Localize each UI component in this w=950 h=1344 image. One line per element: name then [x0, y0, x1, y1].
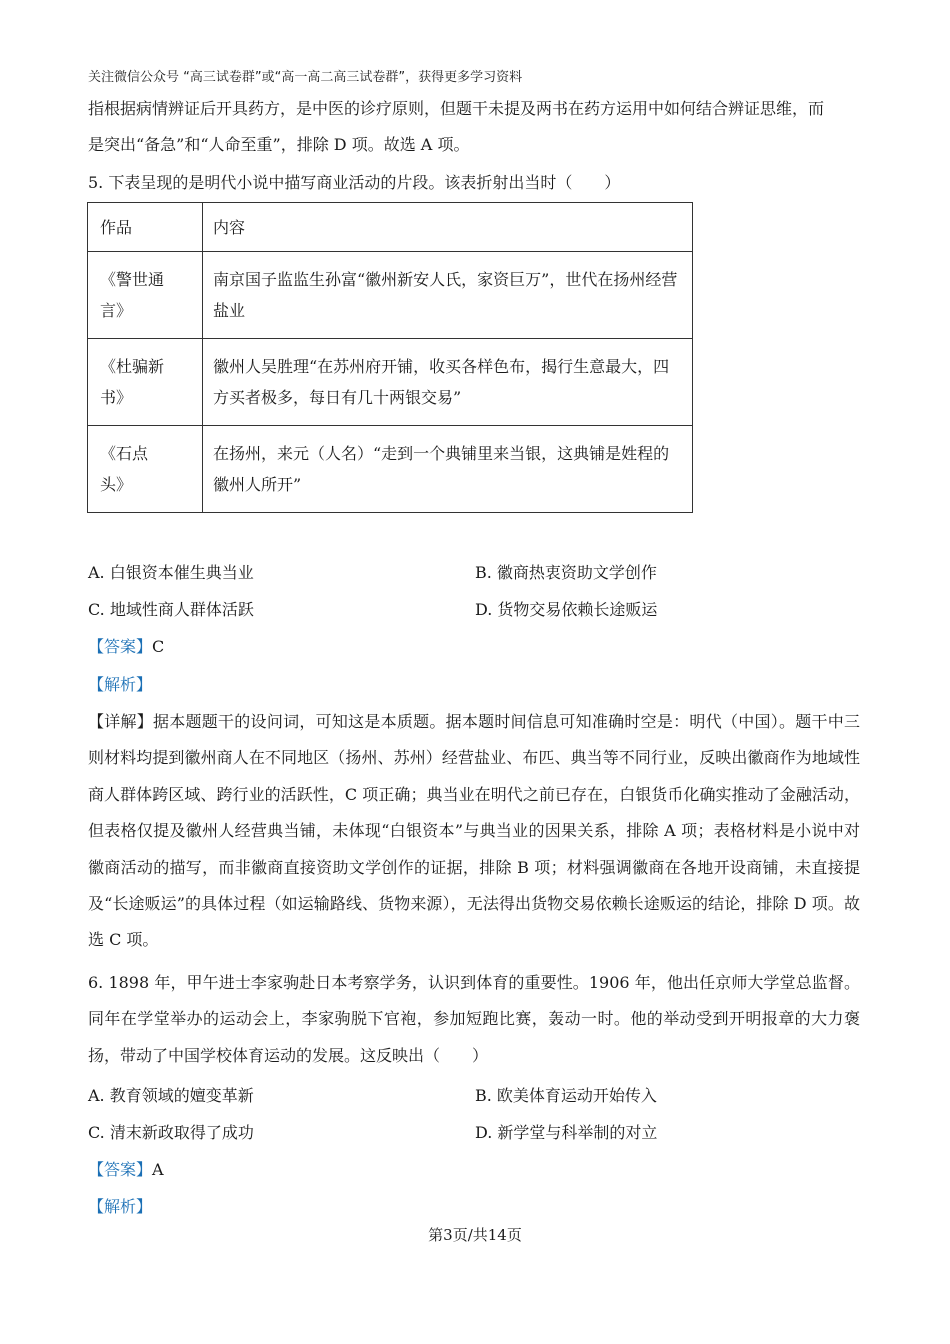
prev-explanation-line-2: 是突出“备急”和“人命至重”，排除 D 项。故选 A 项。: [88, 135, 470, 154]
page-footer: 第3页/共14页: [428, 1226, 522, 1244]
table-header-row: [88, 203, 693, 252]
table-cell-work: 《杜骗新 书》: [88, 339, 203, 426]
table-row: [88, 252, 693, 339]
detail-text: 据本题题干的设问词，可知这是本质题。据本题时间信息可知准确时空是：明代（中国）。题干中三则材料均提到徽州商人在不同地区（扬州、苏州）经营盐业、布匹、典当等不同行业，反映出徽商作为地域性商人群体跨区域、跨行业的活跃性，C 项正确；典当业在明代之前已存在，白银货币化确实推动了金融活动，但表格仅提及徽州人经营典当铺，未体现“白银资本”与典当业的因果关系，排除 A 项；表格材料是小说中对徽商活动的描写，而非徽商直接资助文学创作的证据，排除 B 项；材料强调徽商在各地开设商铺，未直接提及“长途贩运”的具体过程（如运输路线、货物来源），无法得出货物交易依赖长途贩运的结论，排除 D 项。故选 C 项。: [88, 712, 860, 950]
q5-analysis-tag: 【解析】: [88, 675, 153, 694]
table-cell-content: 在扬州，来元（人名）“走到一个典铺里来当银，这典铺是姓程的徽州人所开”: [203, 426, 693, 513]
answer-value: C: [152, 637, 165, 656]
q6-analysis-tag: 【解析】: [88, 1197, 153, 1216]
q6-answer: [88, 1157, 164, 1183]
answer-tag: 【答案】: [88, 1160, 153, 1179]
q6-option-b: B. 欧美体育运动开始传入: [475, 1086, 657, 1105]
table-row: [88, 426, 693, 513]
table-header-content: 内容: [203, 203, 693, 252]
q5-option-a: A. 白银资本催生典当业: [88, 563, 254, 582]
table-cell-content: 南京国子监监生孙富“徽州新安人氏，家资巨万”，世代在扬州经营盐业: [203, 252, 693, 339]
detail-tag: 【详解】: [88, 712, 154, 731]
table-cell-work: 《警世通 言》: [88, 252, 203, 339]
q6-option-c: C. 清末新政取得了成功: [88, 1123, 254, 1142]
answer-tag: 【答案】: [88, 637, 153, 656]
table-row: [88, 339, 693, 426]
answer-value: A: [152, 1160, 164, 1179]
q5-option-c: C. 地域性商人群体活跃: [88, 600, 254, 619]
q5-answer: [88, 634, 164, 660]
page-header: 关注微信公众号 “高三试卷群”或“高一高二高三试卷群”，获得更多学习资料: [88, 70, 523, 85]
q6-stem: 6. 1898 年，甲午进士李家驹赴日本考察学务，认识到体育的重要性。1906 年，他出任京师大学堂总监督。同年在学堂举办的运动会上，李家驹脱下官袍，参加短跑比赛，轰动一时。他的举动受到开明报章的大力褒扬，带动了中国学校体育运动的发展。这反映出（ ）: [88, 973, 860, 1065]
prev-explanation-line-1: 指根据病情辨证后开具药方，是中医的诊疗原则，但题干未提及两书在药方运用中如何结合辨证思维，而: [88, 99, 825, 118]
q5-detail: [88, 704, 860, 959]
q5-stem: 5. 下表呈现的是明代小说中描写商业活动的片段。该表折射出当时（ ）: [88, 173, 621, 192]
table-cell-content: 徽州人吴胜理“在苏州府开铺，收买各样色布，揭行生意最大，四方买者极多，每日有几十两银交易”: [203, 339, 693, 426]
table-header-work: 作品: [88, 203, 203, 252]
q6-option-a: A. 教育领域的嬗变革新: [88, 1086, 254, 1105]
q6-option-d: D. 新学堂与科举制的对立: [475, 1123, 658, 1142]
q5-materials-table: [87, 202, 693, 513]
table-cell-work: 《石点 头》: [88, 426, 203, 513]
q5-option-b: B. 徽商热衷资助文学创作: [475, 563, 657, 582]
q5-option-d: D. 货物交易依赖长途贩运: [475, 600, 658, 619]
